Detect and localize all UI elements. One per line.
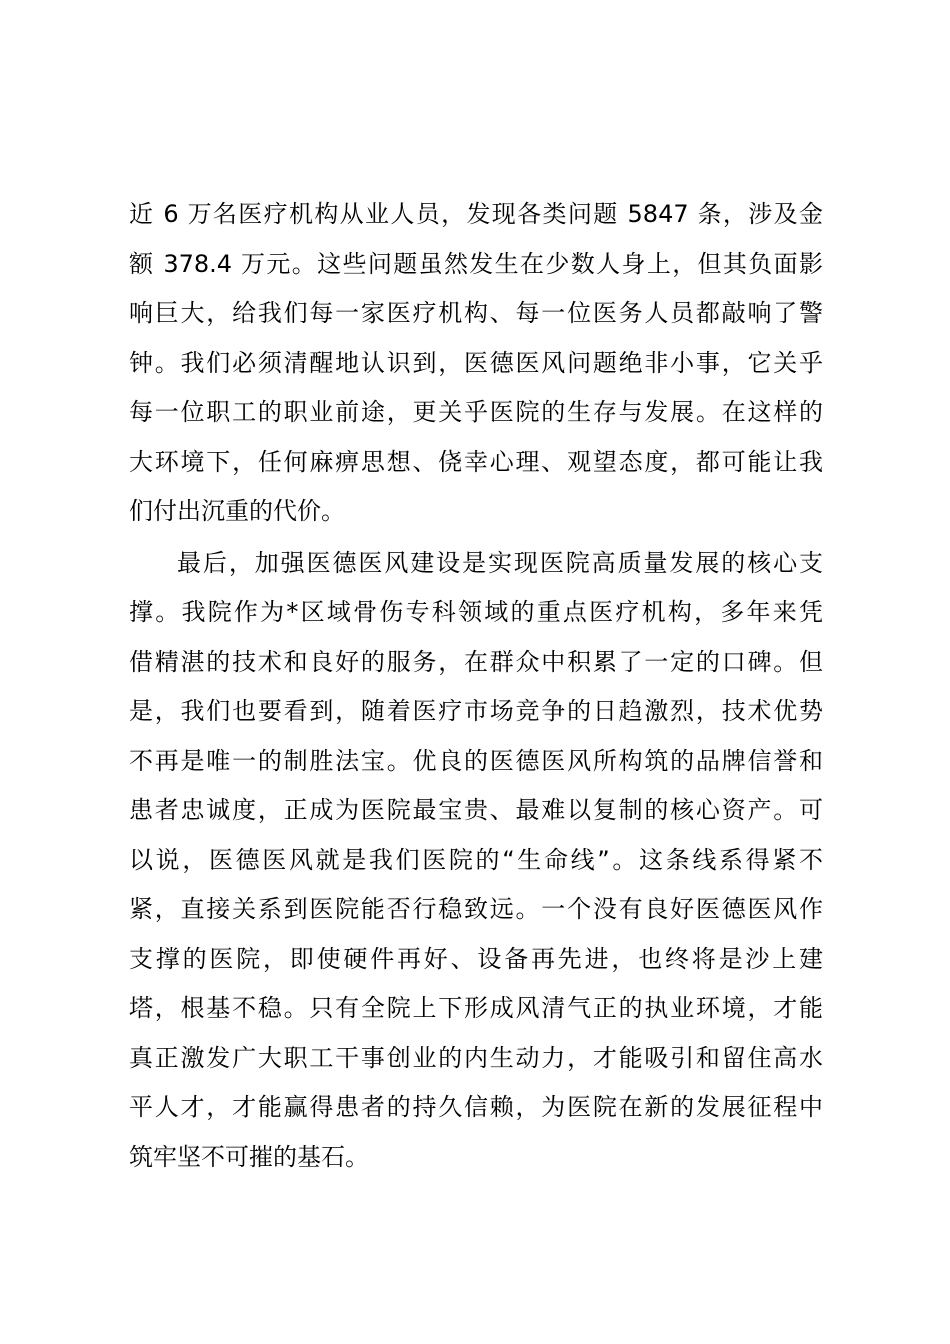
- document-body: [129, 190, 823, 1182]
- text-line: 塔，根基不稳。只有全院上下形成风清气正的执业环境，才能: [129, 994, 823, 1022]
- text-line: 不再是唯一的制胜法宝。优良的医德医风所构筑的品牌信誉和: [129, 746, 823, 775]
- text-line: 额 378.4 万元。这些问题虽然发生在少数人身上，但其负面影: [129, 249, 823, 278]
- text-line: 筑牢坚不可摧的基石。: [129, 1142, 369, 1171]
- text-line: 每一位职工的职业前途，更关乎医院的生存与发展。在这样的: [129, 398, 823, 426]
- text-line: 近 6 万名医疗机构从业人员，发现各类问题 5847 条，涉及金: [129, 200, 823, 228]
- text-line: 大环境下，任何麻痹思想、侥幸心理、观望态度，都可能让我: [129, 447, 823, 476]
- text-line: 紧，直接关系到医院能否行稳致远。一个没有良好医德医风作: [129, 895, 823, 923]
- text-line: 支撑的医院，即使硬件再好、设备再先进，也终将是沙上建: [129, 944, 823, 973]
- text-line: 撑。我院作为*区域骨伤专科领域的重点医疗机构，多年来凭: [129, 598, 823, 626]
- text-line: 最后，加强医德医风建设是实现医院高质量发展的核心支: [177, 548, 823, 577]
- text-line: 以说，医德医风就是我们医院的“生命线”。这条线系得紧不: [129, 845, 823, 874]
- text-line: 患者忠诚度，正成为医院最宝贵、最难以复制的核心资产。可: [129, 796, 823, 824]
- text-line: 真正激发广大职工干事创业的内生动力，才能吸引和留住高水: [129, 1043, 823, 1072]
- text-line: 们付出沉重的代价。: [129, 497, 345, 525]
- text-line: 平人才，才能赢得患者的持久信赖，为医院在新的发展征程中: [129, 1093, 823, 1121]
- text-line: 借精湛的技术和良好的服务，在群众中积累了一定的口碑。但: [129, 647, 823, 676]
- paragraph-1: [129, 190, 823, 537]
- paragraph-2: [129, 539, 823, 1183]
- text-line: 响巨大，给我们每一家医疗机构、每一位医务人员都敲响了警: [129, 299, 823, 327]
- text-line: 是，我们也要看到，随着医疗市场竞争的日趋激烈，技术优势: [129, 697, 823, 725]
- text-line: 钟。我们必须清醒地认识到，医德医风问题绝非小事，它关乎: [129, 348, 823, 377]
